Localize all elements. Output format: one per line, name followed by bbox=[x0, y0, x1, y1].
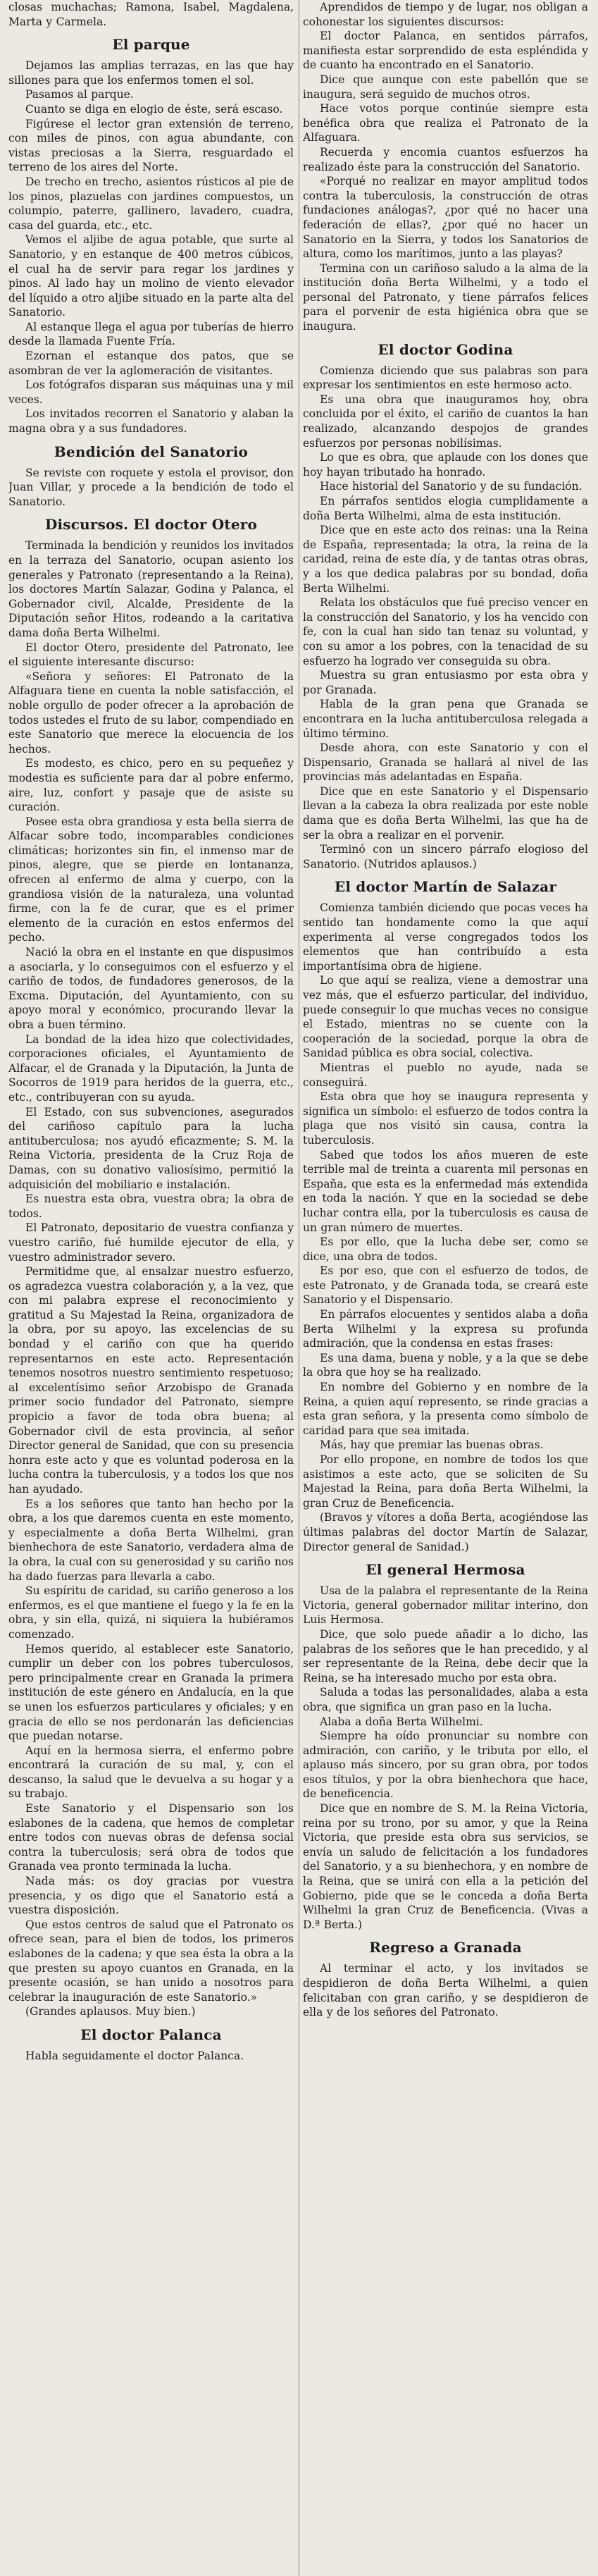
paragraph: Es nuestra esta obra, vuestra obra; la obra de todos. bbox=[8, 1193, 294, 1220]
paragraph: Figúrese el lector gran extensión de terreno, con miles de pinos, con agua abundante, con vistas preciosas a la Sierra, resguardado el terreno de los aires del Norte. bbox=[8, 117, 294, 174]
paragraph: Habla de la gran pena que Granada se encontrara en la lucha antituberculosa relegada a último término. bbox=[303, 698, 588, 740]
paragraph: Alaba a doña Berta Wilhelmi. bbox=[320, 1715, 483, 1728]
paragraph: El doctor Otero, presidente del Patronato, lee el siguiente interesante discurso: bbox=[8, 641, 294, 669]
paragraph: Sabed que todos los años mueren de este terrible mal de treinta a cuarenta mil personas en España, que esta es la enfermedad más extendida en toda la nación. Y que en la sociedad se debe luchar contra ella, por la tuberculosis es causa de un gran número de muertes. bbox=[303, 1148, 588, 1234]
paragraph: El Patronato, depositario de vuestra confianza y vuestro cariño, fué humilde ejecutor de ella, y vuestro administrador severo. bbox=[8, 1221, 294, 1264]
paragraph: Vemos el aljibe de agua potable, que surte al Sanatorio, y en estanque de 400 metros cúbicos, el cual ha de servir para regar los jardines y pinos. Al lado hay un molino de viento elevador del líquido a otro aljibe situado en la parte alta del Sanatorio. bbox=[8, 233, 294, 319]
section-heading-discursos: Discursos. El doctor Otero bbox=[44, 516, 258, 534]
paragraph: Esta obra que hoy se inaugura representa y significa un símbolo: el esfuerzo de todos contra la plaga que nos visitó sin causa, contra la tuberculosis. bbox=[303, 1090, 588, 1147]
paragraph: Aquí en la hermosa sierra, el enfermo pobre encontrará la curación de su mal, y, con el descanso, la salud que le devuelva a su hogar y a su trabajo. bbox=[8, 1744, 294, 1801]
paragraph: Al terminar el acto, y los invitados se despidieron de doña Berta Wilhelmi, a quien felicitaban con gran cariño, y se despidieron de ella y de los señores del Patronato. bbox=[303, 1962, 588, 2019]
section-heading-bendicion: Bendición del Sanatorio bbox=[54, 443, 249, 460]
paragraph: El doctor Palanca, en sentidos párrafos, manifiesta estar sorprendido de esta espléndida y de cuanto ha encontrado en el Sanatorio. bbox=[303, 30, 588, 72]
paragraph: En párrafos sentidos elogia cumplidamente a doña Berta Wilhelmi, alma de esta institución. bbox=[303, 495, 588, 522]
paragraph: En párrafos elocuentes y sentidos alaba a doña Berta Wilhelmi y la expresa su profunda admiración, que la condensa en estas frases: bbox=[303, 1308, 588, 1350]
paragraph: Al estanque llega el agua por tuberías de hierro desde la llamada Fuente Fría. bbox=[8, 320, 294, 348]
paragraph: La bondad de la idea hizo que colectividades, corporaciones oficiales, el Ayuntamiento de Alfacar, el de Granada y la Diputación, la Junta de Socorros de 1919 para heridos de la guerra, etc., etc., contribuyeran con su ayuda. bbox=[8, 1033, 294, 1104]
paragraph: Pasamos al parque. bbox=[25, 88, 134, 101]
paragraph: Dejamos las amplias terrazas, en las que hay sillones para que los enfermos tomen el sol. bbox=[8, 59, 294, 87]
section-heading-salazar: El doctor Martín de Salazar bbox=[334, 878, 557, 896]
paragraph: Desde ahora, con este Sanatorio y con el Dispensario, Granada se hallará al nivel de las provincias más adelantadas en España. bbox=[303, 741, 588, 784]
paragraph: Saluda a todas las personalidades, alaba a esta obra, que significa un gran paso en la lucha. bbox=[303, 1686, 588, 1713]
paragraph: Hace historial del Sanatorio y de su fundación. bbox=[320, 480, 583, 493]
paragraph: En nombre del Gobierno y en nombre de la Reina, a quien aquí represento, se rinde gracias a esta gran señora, y la presenta como símbolo de caridad para que sea imitada. bbox=[303, 1381, 588, 1437]
section-heading-palanca: El doctor Palanca bbox=[80, 2026, 222, 2043]
paragraph: Hace votos porque continúe siempre esta benéfica obra que realiza el Patronato de la Alfaguara. bbox=[303, 102, 588, 144]
paragraph: Dice, que solo puede añadir a lo dicho, las palabras de los señores que le han precedido, y al ser representante de la Reina, debe decir que la Reina, se ha interesado mucho por esta obra. bbox=[303, 1627, 588, 1684]
left-column bbox=[8, 0, 294, 2576]
paragraph: Cuanto se diga en elogio de éste, será escaso. bbox=[25, 102, 283, 116]
paragraph: Termina con un cariñoso saludo a la alma de la institución doña Berta Wilhelmi, y a todo el personal del Patronato, y tiene párrafos felices para el porvenir de esta higiénica obra que se inaugura. bbox=[303, 261, 588, 333]
paragraph: Este Sanatorio y el Dispensario son los eslabones de la cadena, que hemos de completar entre todos con nuevas obras de defensa social contra la tuberculosis; será obra de todos que Granada vea pronto terminada la lucha. bbox=[8, 1802, 294, 1873]
paragraph: Es una obra que inauguramos hoy, obra concluida por el éxito, el cariño de cuantos la han realizado, alcanzando despojos de grandes esfuerzos por personas nobilísimas. bbox=[303, 393, 588, 450]
paragraph: Dice que en este acto dos reinas: una la Reina de España, representada; la otra, la reina de la caridad, reina de este día, y de tantas otras obras, y a los que dedica palabras por su bondad, doña Berta Wilhelmi. bbox=[303, 524, 588, 595]
paragraph: (Grandes aplausos. Muy bien.) bbox=[25, 2005, 196, 2019]
paragraph: Es una dama, buena y noble, y a la que se debe la obra que hoy se ha realizado. bbox=[303, 1351, 588, 1379]
section-heading-parque: El parque bbox=[112, 36, 190, 54]
paragraph: Hemos querido, al establecer este Sanatorio, cumplir un deber con los pobres tuberculosos, pero principalmente crear en Granada la primera institución de este género en Andalucía, en la que se unen los esfuerzos particulares y oficiales; y en gracia de ello se nos perdonarán las deficiencias que puedan notarse. bbox=[8, 1642, 294, 1743]
paragraph: Comienza diciendo que sus palabras son para expresar los sentimientos en este hermoso acto. bbox=[303, 364, 588, 392]
paragraph: Habla seguidamente el doctor Palanca. bbox=[25, 2049, 244, 2062]
paragraph: Se reviste con roquete y estola el provisor, don Juan Villar, y procede a la bendición de todo el Sanatorio. bbox=[8, 466, 294, 508]
paragraph: Nació la obra en el instante en que dispusimos a asociarla, y lo conseguimos con el esfuerzo y el cariño de todos, de fundadores generosos, de la Excma. Diputación, del Ayuntamiento, con su apoyo moral y económico, procurando llevar la obra a buen término. bbox=[8, 946, 294, 1031]
paragraph: Dice que en este Sanatorio y el Dispensario llevan a la cabeza la obra realizada por este noble dama que es doña Berta Wilhelmi, las que ha de ser la obra a realizar en el porvenir. bbox=[303, 784, 588, 842]
paragraph: Es a los señores que tanto han hecho por la obra, a los que daremos cuenta en este momento, y especialmente a doña Berta Wilhelmi, gran bienhechora de este Sanatorio, verdadera alma de la obra, la cual con su generosidad y su cariño nos ha dado fuerzas para llevarla a cabo. bbox=[8, 1497, 294, 1583]
paragraph: Que estos centros de salud que el Patronato os ofrece sean, para el bien de todos, los primeros eslabones de la cadena; y que sea ésta la obra a la que presten su apoyo cuantos en Granada, en la presente ocasión, se han unido a nosotros para celebrar la inauguración de este Sanatorio.» bbox=[8, 1918, 294, 2004]
paragraph: El Estado, con sus subvenciones, asegurados del cariñoso capítulo para la lucha antituberculosa; nos ayudó eficazmente; S. M. la Reina Victoria, presidenta de la Cruz Roja de Damas, con su donativo valiosísimo, permitió la adquisición del mobiliario e instalación. bbox=[8, 1105, 294, 1191]
paragraph: Mientras el pueblo no ayude, nada se conseguirá. bbox=[303, 1061, 588, 1089]
paragraph: Relata los obstáculos que fué preciso vencer en la construcción del Sanatorio, y los ha vencido con fe, con la cual han sido tan tenaz su voluntad, y con su amor a los pobres, con la tenacidad de su esfuerzo ha logrado ver conseguida su obra. bbox=[303, 596, 588, 667]
paragraph: Dice que en nombre de S. M. la Reina Victoria, reina por su trono, por su amor, y que la Reina Victoria, que preside esta obra sus servicios, se envía un saludo de felicitación a los fundadores del Sanatorio, y a su bienhechora, y en nombre de la Reina, que se unirá con ella a la petición del Gobierno, pide que se le conceda a doña Berta Wilhelmi la gran Cruz de Beneficencia. (Vivas a D.ª Berta.) bbox=[303, 1802, 588, 1931]
paragraph: Dice que aunque con este pabellón que se inaugura, será seguido de muchos otros. bbox=[303, 73, 588, 101]
paragraph: Permitidme que, al ensalzar nuestro esfuerzo, os agradezca vuestra colaboración y, a la vez, que con mi palabra exprese el reconocimiento y gratitud a Su Majestad la Reina, organizadora de la obra, por su apoyo, las excelencias de su bondad y el cariño con que ha querido representarnos en este acto. Representación tenemos nosotros nuestro sentimiento respetuoso; al excelentísimo señor Arzobispo de Granada primer socio fundador del Patronato, siempre propicio a favor de toda obra buena; al Gobernador civil de esta provincia, al señor Director general de Sanidad, que con su presencia honra este acto y que es voluntad poderosa en la lucha contra la tuberculosis, y a todos los que nos han ayudado. bbox=[8, 1265, 294, 1496]
section-heading-regreso: Regreso a Granada bbox=[369, 1939, 522, 1956]
right-column bbox=[303, 0, 588, 2576]
paragraph: Terminó con un sincero párrafo elogioso del Sanatorio. (Nutridos aplausos.) bbox=[303, 843, 588, 870]
paragraph: Más, hay que premiar las buenas obras. bbox=[320, 1438, 544, 1452]
paragraph: Terminada la bendición y reunidos los invitados en la terraza del Sanatorio, ocupan asiento los generales y Patronato (representando a la Reina), los doctores Martín Salazar, Godina y Palanca, el Gobernador civil, Alcalde, Presidente de la Diputación señor Hitos, rodeando a la caritativa dama doña Berta Wilhelmi. bbox=[8, 539, 294, 639]
paragraph: closas muchachas; Ramona, Isabel, Magdalena, Marta y Carmela. bbox=[8, 1, 294, 28]
section-heading-godina: El doctor Godina bbox=[378, 340, 513, 358]
paragraph: «Señora y señores: El Patronato de la Alfaguara tiene en cuenta la noble satisfacción, el noble orgullo de poder ofrecer a la aprobación de todos ustedes el fruto de su labor, compendiado en este Sanatorio que merece la elocuencia de los hechos. bbox=[8, 670, 294, 756]
paragraph: Es por ello, que la lucha debe ser, como se dice, una obra de todos. bbox=[303, 1235, 588, 1263]
paragraph: Los invitados recorren el Sanatorio y alaban la magna obra y a sus fundadores. bbox=[8, 407, 294, 436]
paragraph: De trecho en trecho, asientos rústicos al pie de los pinos, plazuelas con jardines compuestos, un columpio, paterre, gallinero, lavadero, cuadra, casa del guarda, etc., etc. bbox=[8, 175, 294, 232]
paragraph: Posee esta obra grandiosa y esta bella sierra de Alfacar sobre todo, incomparables condiciones climáticas; horizontes sin fin, el inmenso mar de pinos, alegre, que se pierde en lontananza, ofrecen al enfermo de alma y cuerpo, con la grandiosa visión de la naturaleza, una voluntad firme, con la fe de curar, que es el primer elemento de la curación en estos enfermos del pecho. bbox=[8, 815, 294, 944]
paragraph: Lo que es obra, que aplaude con los dones que hoy hayan tributado ha honrado. bbox=[303, 451, 588, 479]
section-heading-hermosa: El general Hermosa bbox=[366, 1561, 525, 1579]
paragraph: (Bravos y vítores a doña Berta, acogiéndose las últimas palabras del doctor Martín de Salazar, Director general de Sanidad.) bbox=[303, 1511, 588, 1553]
paragraph: Recuerda y encomia cuantos esfuerzos ha realizado éste para la construcción del Sanatorio. bbox=[303, 145, 588, 173]
paragraph: Ezornan el estanque dos patos, que se asombran de ver la aglomeración de visitantes. bbox=[8, 350, 294, 377]
paragraph: Es modesto, es chico, pero en su pequeñez y modestia es suficiente para dar al pobre enfermo, aire, luz, confort y pasaje que de asiste su curación. bbox=[8, 757, 294, 814]
paragraph: Los fotógrafos disparan sus máquinas una y mil veces. bbox=[8, 378, 294, 406]
paragraph: Es por eso, que con el esfuerzo de todos, de este Patronato, y de Granada toda, se creará este Sanatorio y el Dispensario. bbox=[303, 1264, 588, 1307]
paragraph: Nada más: os doy gracias por vuestra presencia, y os digo que el Sanatorio está a vuestra disposición. bbox=[8, 1875, 294, 1917]
paragraph: Muestra su gran entusiasmo por esta obra y por Granada. bbox=[303, 669, 588, 696]
paragraph: Por ello propone, en nombre de todos los que asistimos a este acto, que se soliciten de Su Majestad la Reina, para doña Berta Wilhelmi, la gran Cruz de Beneficencia. bbox=[303, 1453, 588, 1510]
paragraph: Aprendidos de tiempo y de lugar, nos obligan a cohonestar los siguientes discursos: bbox=[303, 1, 588, 28]
paragraph: Comienza también diciendo que pocas veces ha sentido tan hondamente como la que aquí experimenta al verse congregados todos los elementos que han contribuído a esta importantísima obra de higiene. bbox=[303, 901, 588, 973]
paragraph: Su espíritu de caridad, su cariño generoso a los enfermos, es el que mantiene el fuego y la fe en la obra, y sin ella, quizá, ni siquiera la hubiéramos comenzado. bbox=[8, 1584, 294, 1641]
paragraph: «Porqué no realizar en mayor amplitud todos contra la tuberculosis, la construcción de otras fundaciones análogas?, ¿por qué no hacer una federación de ellas?, ¿por qué no hacer un Sanatorio en la Sierra, y todos los Sanatorios de altura, como los marítimos, junto a las playas? bbox=[303, 175, 588, 261]
paragraph: Usa de la palabra el representante de la Reina Victoria, general gobernador militar interino, don Luis Hermosa. bbox=[303, 1584, 588, 1627]
paragraph: Lo que aquí se realiza, viene a demostrar una vez más, que el esfuerzo particular, del individuo, puede conseguir lo que muchas veces no consigue el Estado, mientras no se cuente con la cooperación de la sociedad, porque la obra de Sanidad pública es obra social, colectiva. bbox=[303, 974, 588, 1060]
paragraph: Siempre ha oído pronunciar su nombre con admiración, con cariño, y le tributa por ello, el aplauso más sincero, por su gran obra, por todos esos títulos, y por la obra bienhechora que hace, de beneficencia. bbox=[303, 1730, 588, 1801]
